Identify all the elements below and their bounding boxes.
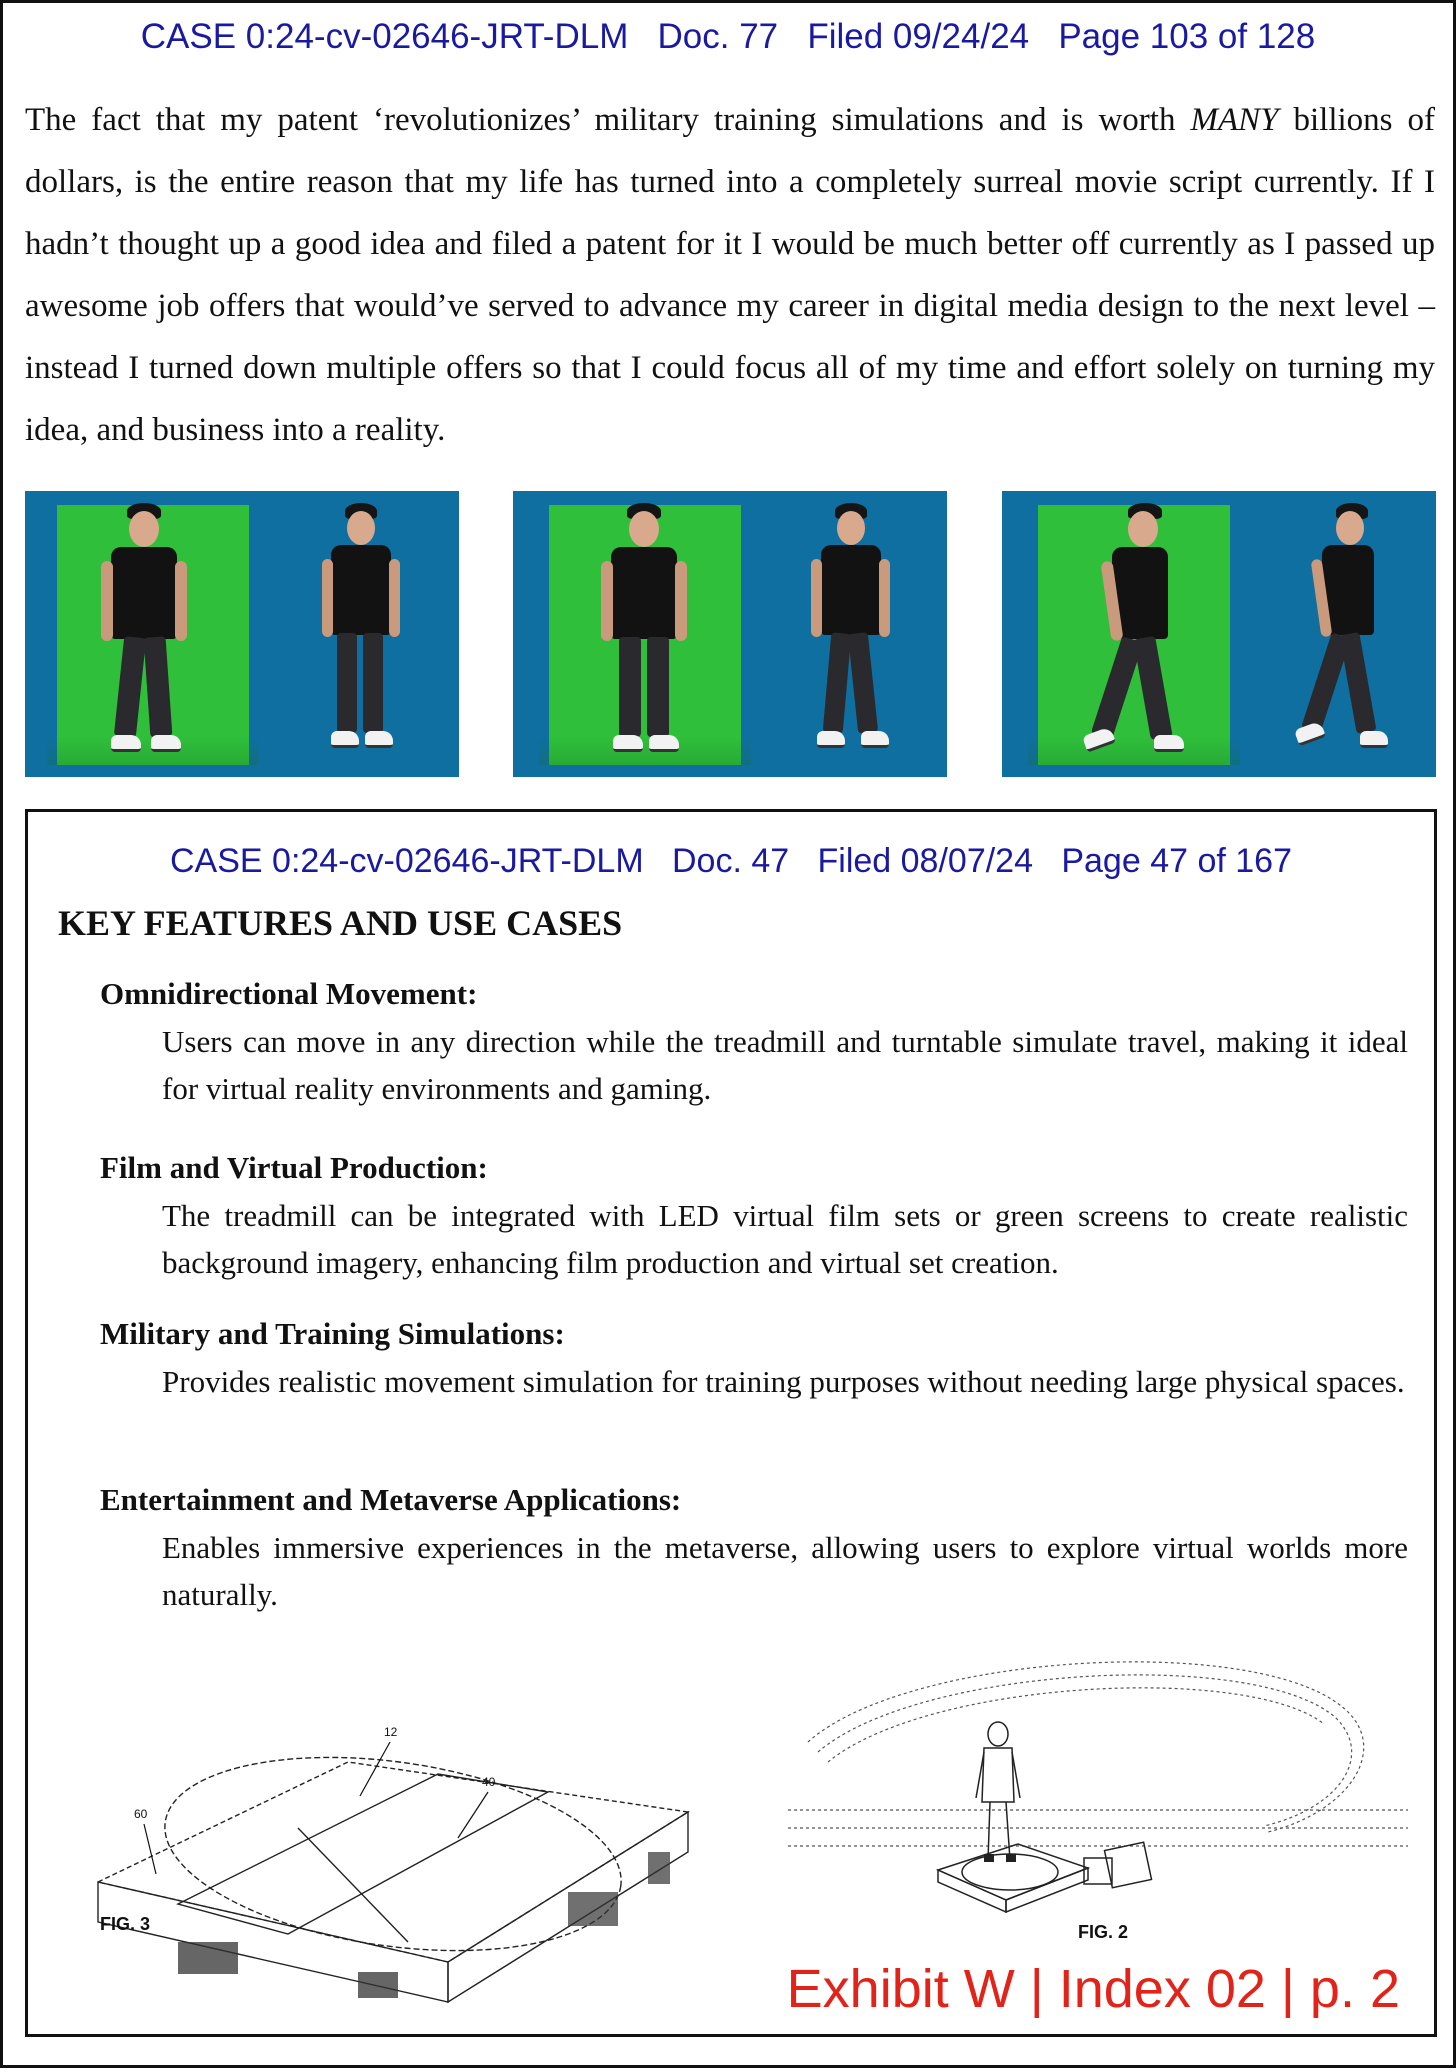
feature-desc-omnidirectional: Users can move in any direction while the treadmill and turntable simulate travel, making it ideal for virtual reality environments and gaming. (162, 1024, 1408, 1106)
feature-title-entertainment: Entertainment and Metaverse Applications: (100, 1482, 682, 1517)
intro-text-start: The fact that my patent ‘revolutionizes’ military training simulations and is worth (25, 102, 1191, 138)
ref-number-40: 40 (482, 1775, 496, 1789)
walking-photo-1 (25, 491, 459, 777)
figure-3-label: FIG. 3 (100, 1914, 151, 1934)
ref-number-60: 60 (134, 1807, 148, 1821)
intro-text-end: billions of dollars, is the entire reason that my life has turned into a completely surreal movie script currently. If I hadn’t thought up a good idea and filed a patent for it I would be much better off currently as I passed up awesome job offers that would’ve served to advance my career in digital media design to the next level – instead I turned down multiple offers so that I could focus all of my time and effort solely on turning my idea, and business into a reality. (25, 102, 1435, 448)
feature-desc-military: Provides realistic movement simulation for training purposes without needing large physical spaces. (162, 1364, 1405, 1399)
feature-title-film: Film and Virtual Production: (100, 1150, 488, 1185)
figure-3-drawing (88, 1642, 728, 2012)
court-header: CASE 0:24-cv-02646-JRT-DLM Doc. 77 Filed 09/24/24 Page 103 of 128 (140, 17, 1316, 56)
feature-desc-film: The treadmill can be integrated with LED virtual film sets or green screens to create realistic background imagery, enhancing film production and virtual set creation. (162, 1198, 1408, 1280)
intro-emphasis: MANY (1190, 102, 1279, 138)
walking-photo-3 (1002, 491, 1436, 777)
feature-title-military: Military and Training Simulations: (100, 1316, 565, 1351)
figure-2-drawing (788, 1632, 1408, 1942)
intro-paragraph (25, 89, 1435, 461)
exhibit-court-header: CASE 0:24-cv-02646-JRT-DLM Doc. 47 Filed 08/07/24 Page 47 of 167 (170, 842, 1292, 880)
ref-number-12: 12 (384, 1725, 398, 1739)
feature-desc-entertainment: Enables immersive experiences in the metaverse, allowing users to explore virtual worlds more naturally. (162, 1530, 1408, 1612)
section-title: KEY FEATURES AND USE CASES (58, 903, 623, 943)
exhibit-box (25, 809, 1437, 2037)
walking-photo-2 (513, 491, 947, 777)
feature-title-omnidirectional: Omnidirectional Movement: (100, 976, 478, 1011)
figure-2-label: FIG. 2 (1078, 1922, 1129, 1942)
photo-strip (3, 491, 1453, 777)
exhibit-stamp: Exhibit W | Index 02 | p. 2 (786, 1959, 1400, 2019)
